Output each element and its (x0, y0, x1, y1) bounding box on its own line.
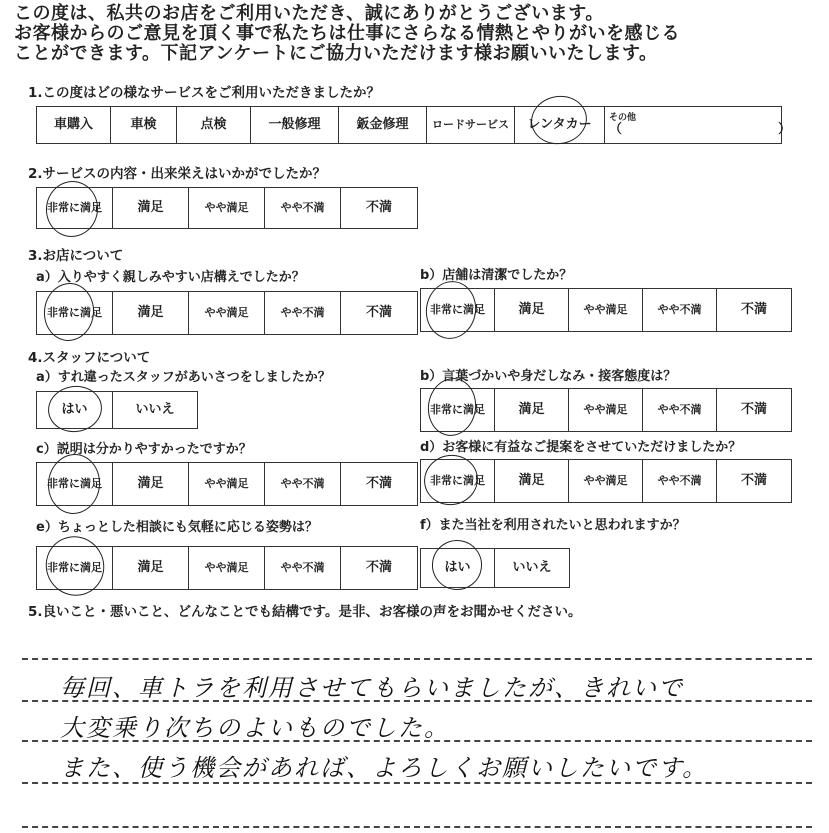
q3a-options (36, 291, 418, 335)
q4a-options (36, 391, 198, 429)
option-dissatisfied[interactable]: 不満 (365, 476, 392, 491)
option-somewhat-satisfied[interactable]: やや満足 (569, 289, 643, 331)
option-somewhat-satisfied[interactable]: やや満足 (189, 188, 265, 228)
option-satisfied[interactable]: 満足 (113, 188, 189, 228)
option-somewhat-dissatisfied[interactable]: やや不満 (643, 389, 717, 431)
q3b-label: b）店舗は清潔でしたか？ (420, 268, 573, 283)
option-dissatisfied[interactable]: 不満 (365, 560, 392, 575)
option-no[interactable]: いいえ (512, 560, 552, 575)
option-somewhat-satisfied[interactable]: やや満足 (189, 292, 265, 334)
option-yes[interactable]: はい (421, 549, 495, 587)
option-very-satisfied[interactable]: 非常に満足 (37, 547, 113, 589)
option-somewhat-satisfied[interactable]: やや満足 (189, 463, 265, 505)
option-satisfied[interactable]: 満足 (495, 460, 569, 502)
other-label: その他 (609, 113, 637, 123)
intro-line: お客様からのご意見を頂く事で私たちは仕事にさらなる情熱とやりがいを感じる (14, 23, 680, 44)
q4f-label: f）また当社を利用されたいと思われますか？ (420, 518, 686, 533)
option-road-service[interactable]: ロードサービス (427, 107, 515, 143)
option-somewhat-satisfied[interactable]: やや満足 (189, 547, 265, 589)
q3a-label: a）入りやすく親しみやすい店構えでしたか？ (36, 270, 305, 285)
option-other[interactable] (605, 107, 792, 143)
option-satisfied[interactable]: 満足 (113, 547, 189, 589)
q4e-options (36, 546, 418, 590)
option-somewhat-satisfied[interactable]: やや満足 (569, 460, 643, 502)
option-car-purchase[interactable]: 車購入 (37, 107, 111, 143)
option-body-repair[interactable]: 鈑金修理 (339, 107, 427, 143)
option-dissatisfied[interactable]: 不満 (740, 302, 767, 317)
intro-text (14, 4, 814, 64)
q4e-label: e）ちょっとした相談にも気軽に応じる姿勢は？ (36, 520, 318, 535)
option-no[interactable]: いいえ (135, 402, 175, 417)
handwritten-comment-line: 大変乗り次ちのよいものでした。 (60, 714, 450, 742)
q2-options (36, 187, 418, 229)
q3b-options (420, 288, 792, 332)
q4d-label: d）お客様に有益なご提案をさせていただけましたか？ (420, 440, 742, 455)
option-somewhat-dissatisfied[interactable]: やや不満 (265, 292, 341, 334)
q4f-options (420, 548, 570, 588)
option-satisfied[interactable]: 満足 (495, 389, 569, 431)
option-somewhat-dissatisfied[interactable]: やや不満 (643, 289, 717, 331)
option-rental-car[interactable]: レンタカー (515, 107, 605, 143)
option-somewhat-satisfied[interactable]: やや満足 (569, 389, 643, 431)
q4b-label: b）言葉づかいや身だしなみ・接客態度は？ (420, 369, 677, 384)
q4d-options (420, 459, 792, 503)
option-somewhat-dissatisfied[interactable]: やや不満 (265, 547, 341, 589)
writing-line (22, 826, 812, 828)
option-very-satisfied[interactable]: 非常に満足 (421, 289, 495, 331)
writing-line (22, 658, 812, 660)
option-dissatisfied[interactable]: 不満 (740, 473, 767, 488)
handwritten-comment-line: 毎回、車トラを利用させてもらいましたが、きれいで (60, 674, 684, 702)
option-very-satisfied[interactable]: 非常に満足 (421, 389, 495, 431)
q1-options (36, 106, 792, 144)
other-field[interactable]: （ ） (609, 122, 792, 137)
option-inspection[interactable]: 点検 (177, 107, 251, 143)
option-very-satisfied[interactable]: 非常に満足 (421, 460, 495, 502)
q3-label: 3.お店について (28, 248, 124, 264)
q1-label: 1.この度はどの様なサービスをご利用いただきましたか？ (28, 85, 381, 101)
q4c-label: c）説明は分かりやすかったですか？ (36, 442, 252, 457)
option-dissatisfied[interactable]: 不満 (365, 200, 392, 215)
handwritten-comment-line: また、使う機会があれば、よろしくお願いしたいです。 (60, 754, 709, 782)
option-shaken[interactable]: 車検 (111, 107, 177, 143)
intro-line: ことができます。下記アンケートにご協力いただけます様お願いいたします。 (14, 43, 658, 64)
option-general-repair[interactable]: 一般修理 (251, 107, 339, 143)
option-satisfied[interactable]: 満足 (495, 289, 569, 331)
option-very-satisfied[interactable]: 非常に満足 (37, 463, 113, 505)
option-yes[interactable]: はい (37, 392, 113, 428)
option-dissatisfied[interactable]: 不満 (740, 402, 767, 417)
q2-label: 2.サービスの内容・出来栄えはいかがでしたか？ (28, 166, 327, 182)
option-somewhat-dissatisfied[interactable]: やや不満 (643, 460, 717, 502)
q5-label: 5.良いこと・悪いこと、どんなことでも結構です。是非、お客様の声をお聞かせください。 (28, 604, 582, 620)
q4c-options (36, 462, 418, 506)
intro-line: この度は、私共のお店をご利用いただき、誠にありがとうございます。 (14, 3, 604, 24)
q4a-label: a）すれ違ったスタッフがあいさつをしましたか？ (36, 370, 331, 385)
option-satisfied[interactable]: 満足 (113, 292, 189, 334)
option-somewhat-dissatisfied[interactable]: やや不満 (265, 188, 341, 228)
option-satisfied[interactable]: 満足 (113, 463, 189, 505)
q4b-options (420, 388, 792, 432)
option-very-satisfied[interactable]: 非常に満足 (37, 188, 113, 228)
option-dissatisfied[interactable]: 不満 (365, 305, 392, 320)
option-somewhat-dissatisfied[interactable]: やや不満 (265, 463, 341, 505)
option-very-satisfied[interactable]: 非常に満足 (37, 292, 113, 334)
q4-label: 4.スタッフについて (28, 350, 151, 366)
